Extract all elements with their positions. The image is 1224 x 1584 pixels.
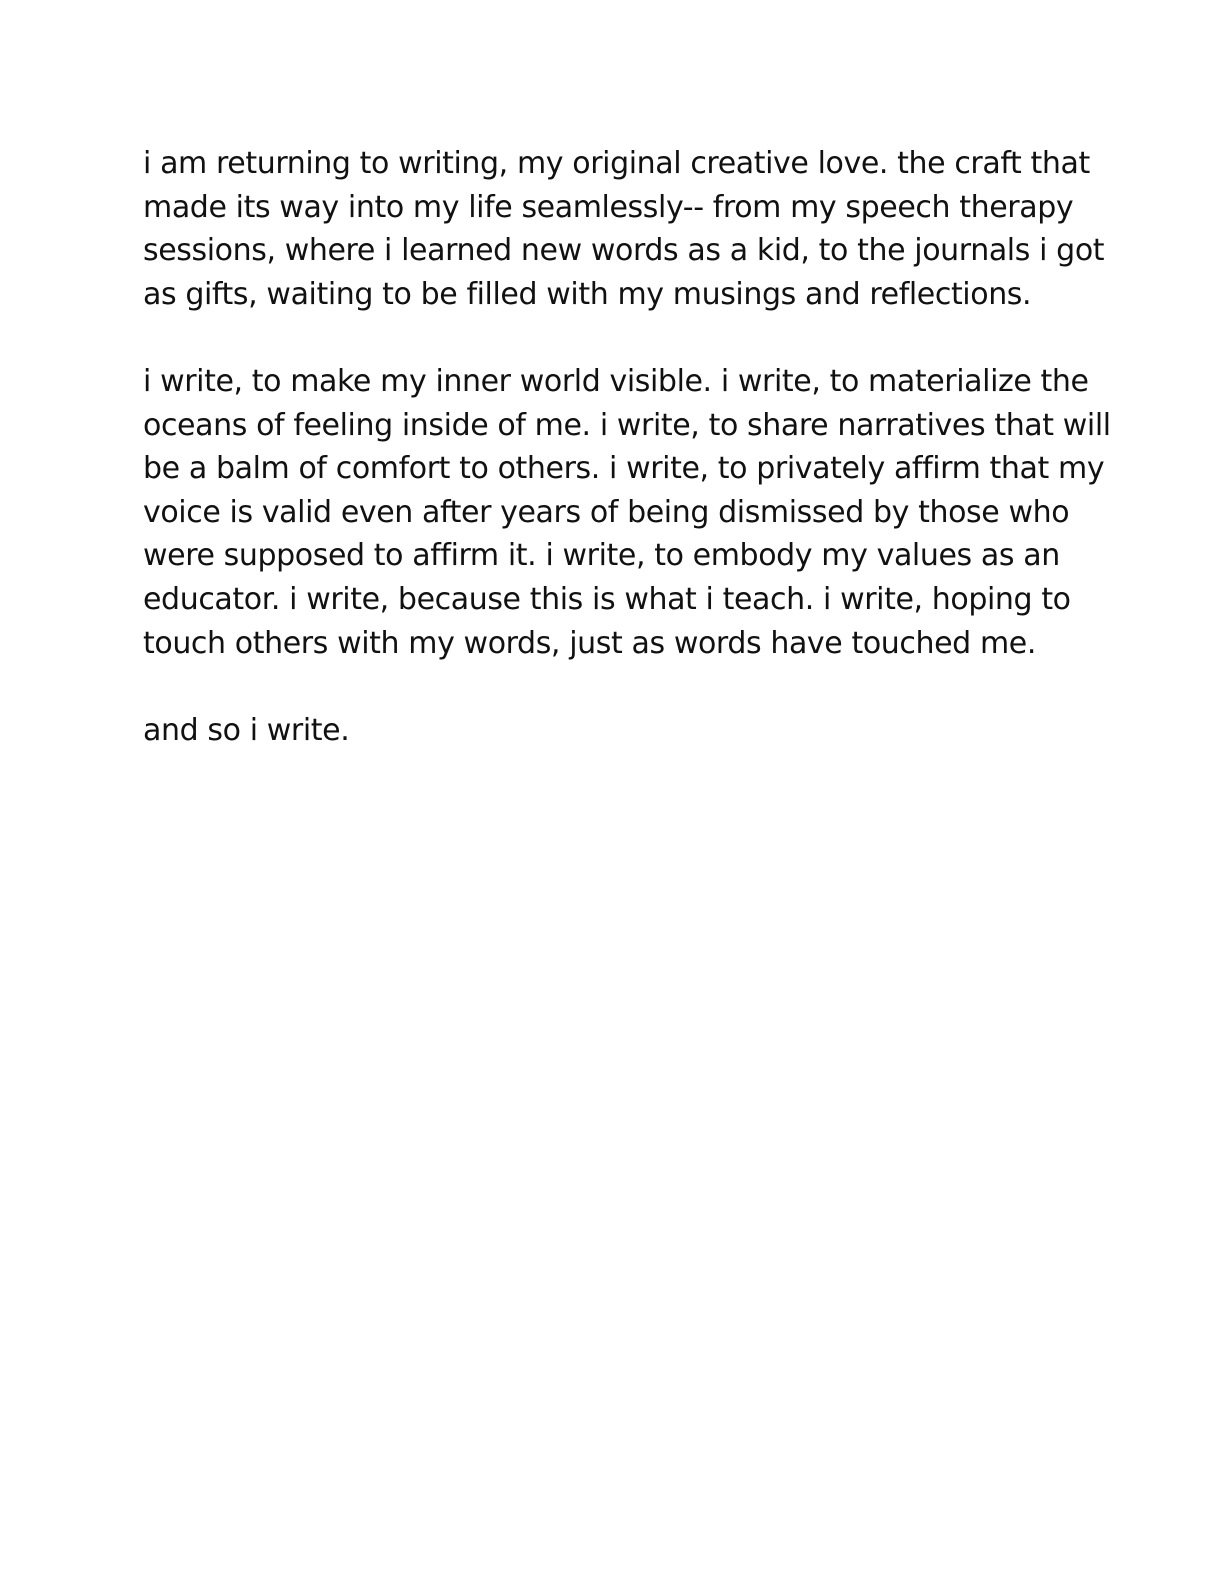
paragraph-returning-to-writing: [143, 142, 1105, 316]
text-line: i write, to make my inner world visible. i write, to materialize the: [143, 363, 1089, 399]
text-line: made its way into my life seamlessly-- from my speech therapy: [143, 189, 1074, 225]
text-line: educator. i write, because this is what i teach. i write, hoping to: [143, 581, 1071, 617]
document-body: [143, 142, 1111, 796]
paragraph-i-write: [143, 360, 1111, 665]
text-line: were supposed to affirm it. i write, to embody my values as an: [143, 538, 1060, 574]
text-line: and so i write.: [143, 712, 350, 748]
text-line: sessions, where i learned new words as a kid, to the journals i got: [143, 233, 1105, 269]
text-line: be a balm of comfort to others. i write, to privately affirm that my: [143, 451, 1105, 487]
paragraph-closing: [143, 709, 1083, 753]
text-line: oceans of feeling inside of me. i write, to share narratives that will: [143, 407, 1111, 443]
text-line: voice is valid even after years of being dismissed by those who: [143, 494, 1070, 530]
text-line: touch others with my words, just as words have touched me.: [143, 625, 1036, 661]
text-line: as gifts, waiting to be filled with my musings and reflections.: [143, 276, 1032, 312]
text-line: i am returning to writing, my original creative love. the craft that: [143, 146, 1090, 181]
